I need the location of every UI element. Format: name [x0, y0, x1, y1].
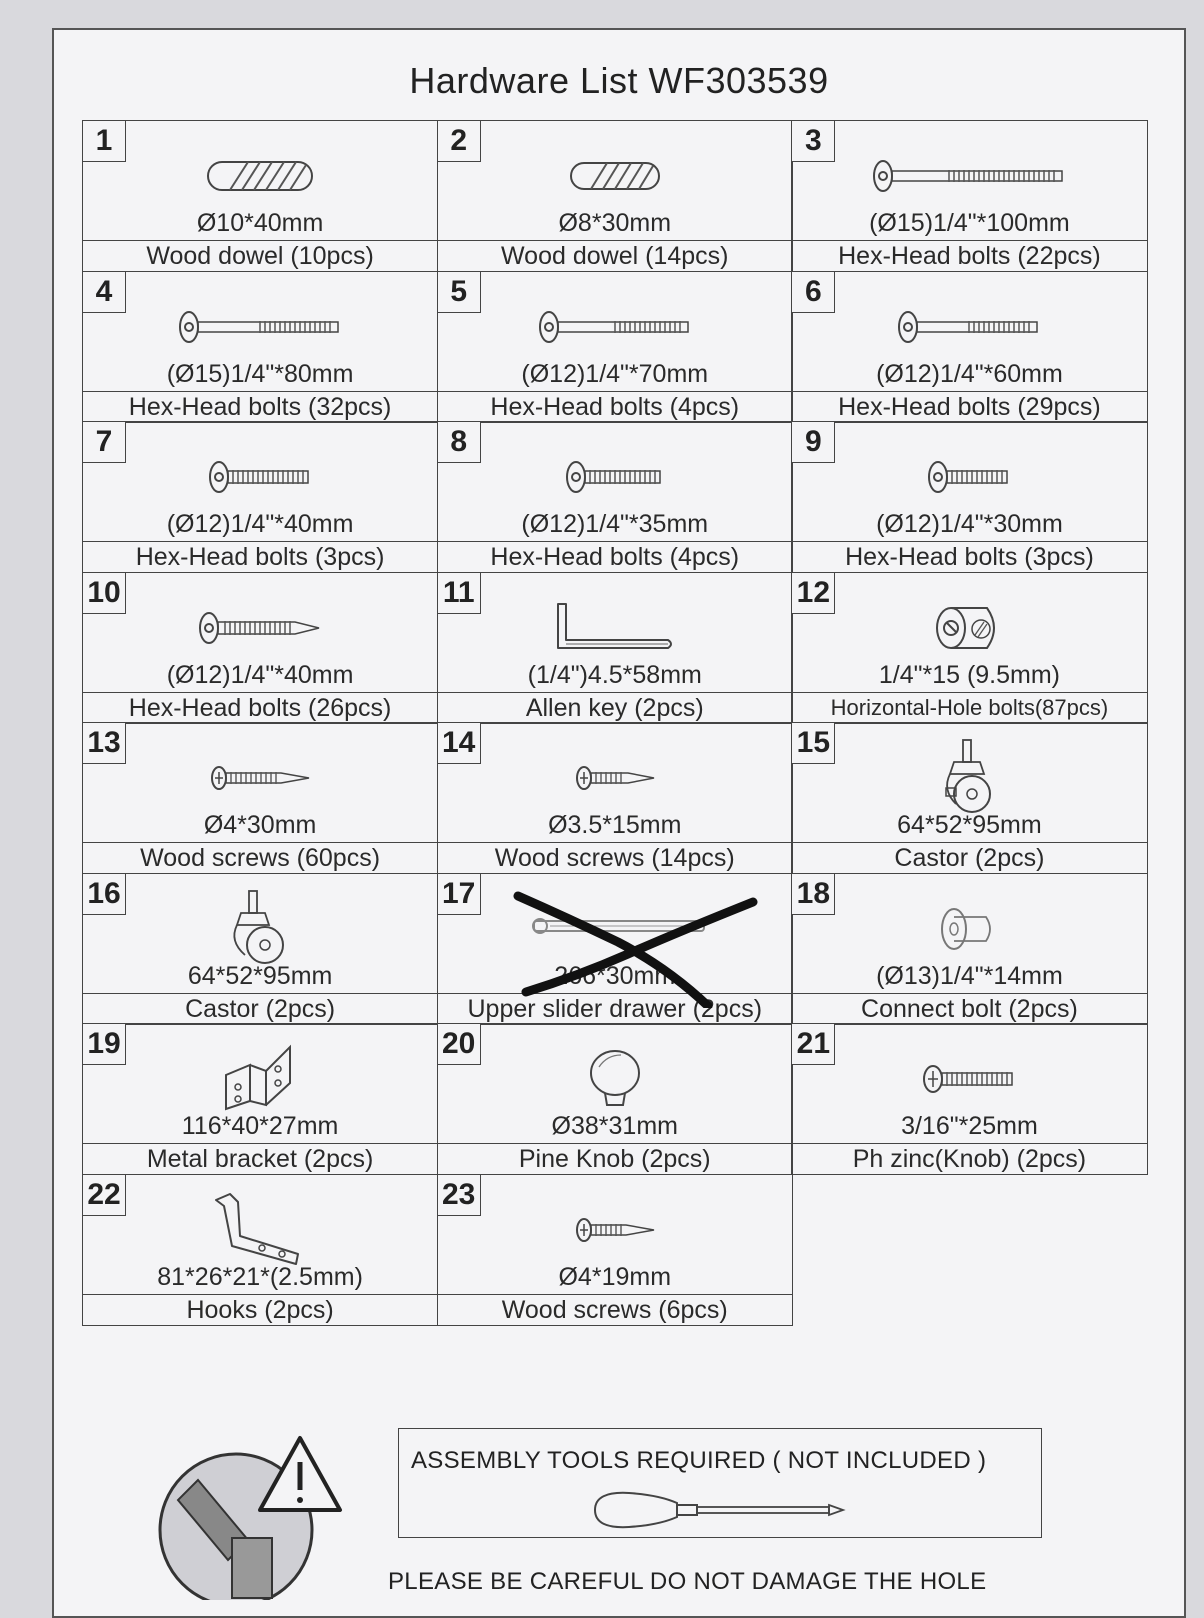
- item-spec: 3/16"*25mm: [901, 1112, 1038, 1140]
- hardware-item: [437, 873, 793, 1025]
- item-spec: (Ø12)1/4"*40mm: [166, 510, 354, 538]
- hardware-item: [437, 722, 793, 874]
- item-number: 7: [83, 422, 126, 463]
- castor-icon: [934, 738, 1004, 818]
- item-name: Wood dowel (10pcs): [83, 240, 437, 271]
- item-spec: Ø4*19mm: [558, 1262, 672, 1291]
- hex-bolt-icon: [175, 307, 345, 347]
- item-number: 16: [83, 874, 126, 915]
- item-name: Hex-Head bolts (26pcs): [83, 692, 437, 723]
- hardware-item: [82, 120, 438, 272]
- item-number: 1: [83, 121, 126, 162]
- castor-icon: [225, 889, 295, 969]
- warning-text: PLEASE BE CAREFUL DO NOT DAMAGE THE HOLE: [388, 1568, 987, 1595]
- item-number: 20: [438, 1024, 481, 1065]
- item-number: 5: [438, 272, 481, 313]
- hex-bolt-icon: [535, 307, 695, 347]
- item-name: Castor (2pcs): [792, 842, 1146, 873]
- tools-required-box: [398, 1428, 1042, 1538]
- item-name: Wood dowel (14pcs): [438, 240, 792, 271]
- hex-bolt-short-icon: [205, 457, 315, 497]
- item-spec: 1/4"*15 (9.5mm): [878, 660, 1061, 689]
- item-name: Hex-Head bolts (3pcs): [792, 541, 1146, 572]
- item-spec: Ø8*30mm: [558, 209, 672, 237]
- warning-triangle-icon: [158, 1420, 358, 1600]
- hardware-item: [82, 572, 438, 724]
- item-name: Hex-Head bolts (3pcs): [83, 541, 437, 572]
- item-spec: Ø38*31mm: [551, 1112, 678, 1140]
- item-spec: (Ø12)1/4"*40mm: [166, 660, 354, 689]
- item-number: 13: [83, 723, 126, 764]
- item-number: 18: [792, 874, 835, 915]
- item-spec: 64*52*95mm: [187, 961, 333, 990]
- item-number: 4: [83, 272, 126, 313]
- empty-cell: [791, 1174, 1147, 1326]
- item-number: 23: [438, 1175, 481, 1216]
- item-spec: (Ø12)1/4"*35mm: [521, 510, 709, 538]
- hex-bolt-short-icon: [924, 457, 1014, 497]
- item-name: Hex-Head bolts (32pcs): [83, 391, 437, 422]
- hardware-item: [791, 271, 1147, 423]
- grid-row: [82, 1174, 1146, 1325]
- item-spec: 64*52*95mm: [897, 811, 1042, 839]
- item-spec: (Ø13)1/4"*14mm: [876, 961, 1063, 990]
- hardware-item: [791, 722, 1147, 874]
- hex-bolt-icon: [869, 156, 1069, 196]
- hex-bolt-short-icon: [562, 457, 667, 497]
- hardware-item: [791, 572, 1147, 724]
- item-number: 12: [792, 573, 835, 614]
- item-number: 21: [792, 1024, 835, 1065]
- item-number: 9: [792, 422, 835, 463]
- hardware-item: [437, 421, 793, 573]
- hex-bolt-icon: [894, 307, 1044, 347]
- item-spec: (Ø12)1/4"*70mm: [521, 359, 709, 388]
- page-title: Hardware List WF303539: [409, 60, 829, 101]
- item-name: Upper slider drawer (2pcs): [438, 993, 792, 1024]
- dowel-small-icon: [565, 158, 665, 194]
- item-spec: Ø4*30mm: [203, 811, 317, 839]
- item-name: Hex-Head bolts (29pcs): [792, 391, 1146, 422]
- hardware-item: [82, 1174, 438, 1326]
- machine-screw-icon: [919, 1059, 1019, 1099]
- item-number: 11: [438, 573, 481, 614]
- hardware-item: [82, 873, 438, 1025]
- hardware-item: [791, 120, 1147, 272]
- item-number: 2: [438, 121, 481, 162]
- item-spec: 266*30mm: [554, 961, 676, 990]
- hardware-item: [791, 873, 1147, 1025]
- wood-screw-icon: [570, 758, 660, 798]
- grid-row: [82, 271, 1146, 422]
- item-spec: 81*26*21*(2.5mm): [157, 1262, 363, 1291]
- hardware-item: [82, 271, 438, 423]
- item-spec: 116*40*27mm: [181, 1112, 339, 1140]
- item-number: 8: [438, 422, 481, 463]
- grid-row: [82, 120, 1146, 271]
- item-name: Wood screws (60pcs): [83, 842, 437, 873]
- knob-icon: [585, 1047, 645, 1111]
- item-name: Hex-Head bolts (4pcs): [438, 541, 792, 572]
- hardware-item: [791, 1023, 1147, 1175]
- grid-row: [82, 421, 1146, 572]
- allen-key-icon: [550, 600, 680, 656]
- hardware-item: [437, 1023, 793, 1175]
- barrel-nut-icon: [929, 601, 1009, 655]
- item-spec: (Ø12)1/4"*30mm: [876, 510, 1063, 538]
- hardware-sheet: [52, 28, 1186, 1618]
- hook-icon: [210, 1192, 310, 1268]
- item-number: 22: [83, 1175, 126, 1216]
- item-number: 10: [83, 573, 126, 614]
- connect-bolt-icon: [934, 904, 1004, 954]
- hardware-item: [82, 421, 438, 573]
- item-number: 19: [83, 1024, 126, 1065]
- item-number: 17: [438, 874, 481, 915]
- grid-row: [82, 1023, 1146, 1174]
- hardware-item: [437, 271, 793, 423]
- metal-bracket-icon: [220, 1043, 300, 1115]
- item-name: Wood screws (14pcs): [438, 842, 792, 873]
- hardware-item: [791, 421, 1147, 573]
- item-spec: Ø10*40mm: [196, 209, 324, 237]
- hardware-item: [437, 572, 793, 724]
- item-spec: (Ø12)1/4"*60mm: [876, 359, 1063, 388]
- slider-rail-icon: [520, 909, 710, 949]
- item-name: Metal bracket (2pcs): [83, 1143, 437, 1174]
- hardware-grid: [82, 120, 1146, 1324]
- item-name: Hex-Head bolts (4pcs): [438, 391, 792, 422]
- item-name: Allen key (2pcs): [438, 692, 792, 723]
- grid-row: [82, 722, 1146, 873]
- item-number: 15: [792, 723, 835, 764]
- wood-screw-icon: [205, 758, 315, 798]
- screwdriver-icon: [589, 1485, 849, 1535]
- dowel-large-icon: [200, 156, 320, 196]
- item-spec: Ø3.5*15mm: [548, 811, 682, 839]
- item-name: Pine Knob (2pcs): [438, 1143, 792, 1174]
- item-name: Ph zinc(Knob) (2pcs): [792, 1143, 1146, 1174]
- hardware-item: [82, 722, 438, 874]
- item-name: Hooks (2pcs): [83, 1294, 437, 1325]
- item-spec: (Ø15)1/4"*80mm: [166, 359, 354, 388]
- item-number: 14: [438, 723, 481, 764]
- wood-screw-icon: [570, 1210, 660, 1250]
- grid-row: [82, 873, 1146, 1024]
- hardware-item: [437, 120, 793, 272]
- item-name: Hex-Head bolts (22pcs): [792, 240, 1146, 271]
- hardware-item: [82, 1023, 438, 1175]
- item-name: Wood screws (6pcs): [438, 1294, 792, 1325]
- item-name: Horizontal-Hole bolts(87pcs): [792, 692, 1146, 723]
- hardware-item: [437, 1174, 793, 1326]
- item-number: 6: [792, 272, 835, 313]
- item-spec: (1/4")4.5*58mm: [527, 660, 702, 689]
- item-number: 3: [792, 121, 835, 162]
- pointed-bolt-icon: [195, 608, 325, 648]
- tools-required-label: ASSEMBLY TOOLS REQUIRED ( NOT INCLUDED ): [411, 1447, 987, 1474]
- item-spec: (Ø15)1/4"*100mm: [869, 209, 1070, 237]
- item-name: Castor (2pcs): [83, 993, 437, 1024]
- grid-row: [82, 572, 1146, 723]
- item-name: Connect bolt (2pcs): [792, 993, 1146, 1024]
